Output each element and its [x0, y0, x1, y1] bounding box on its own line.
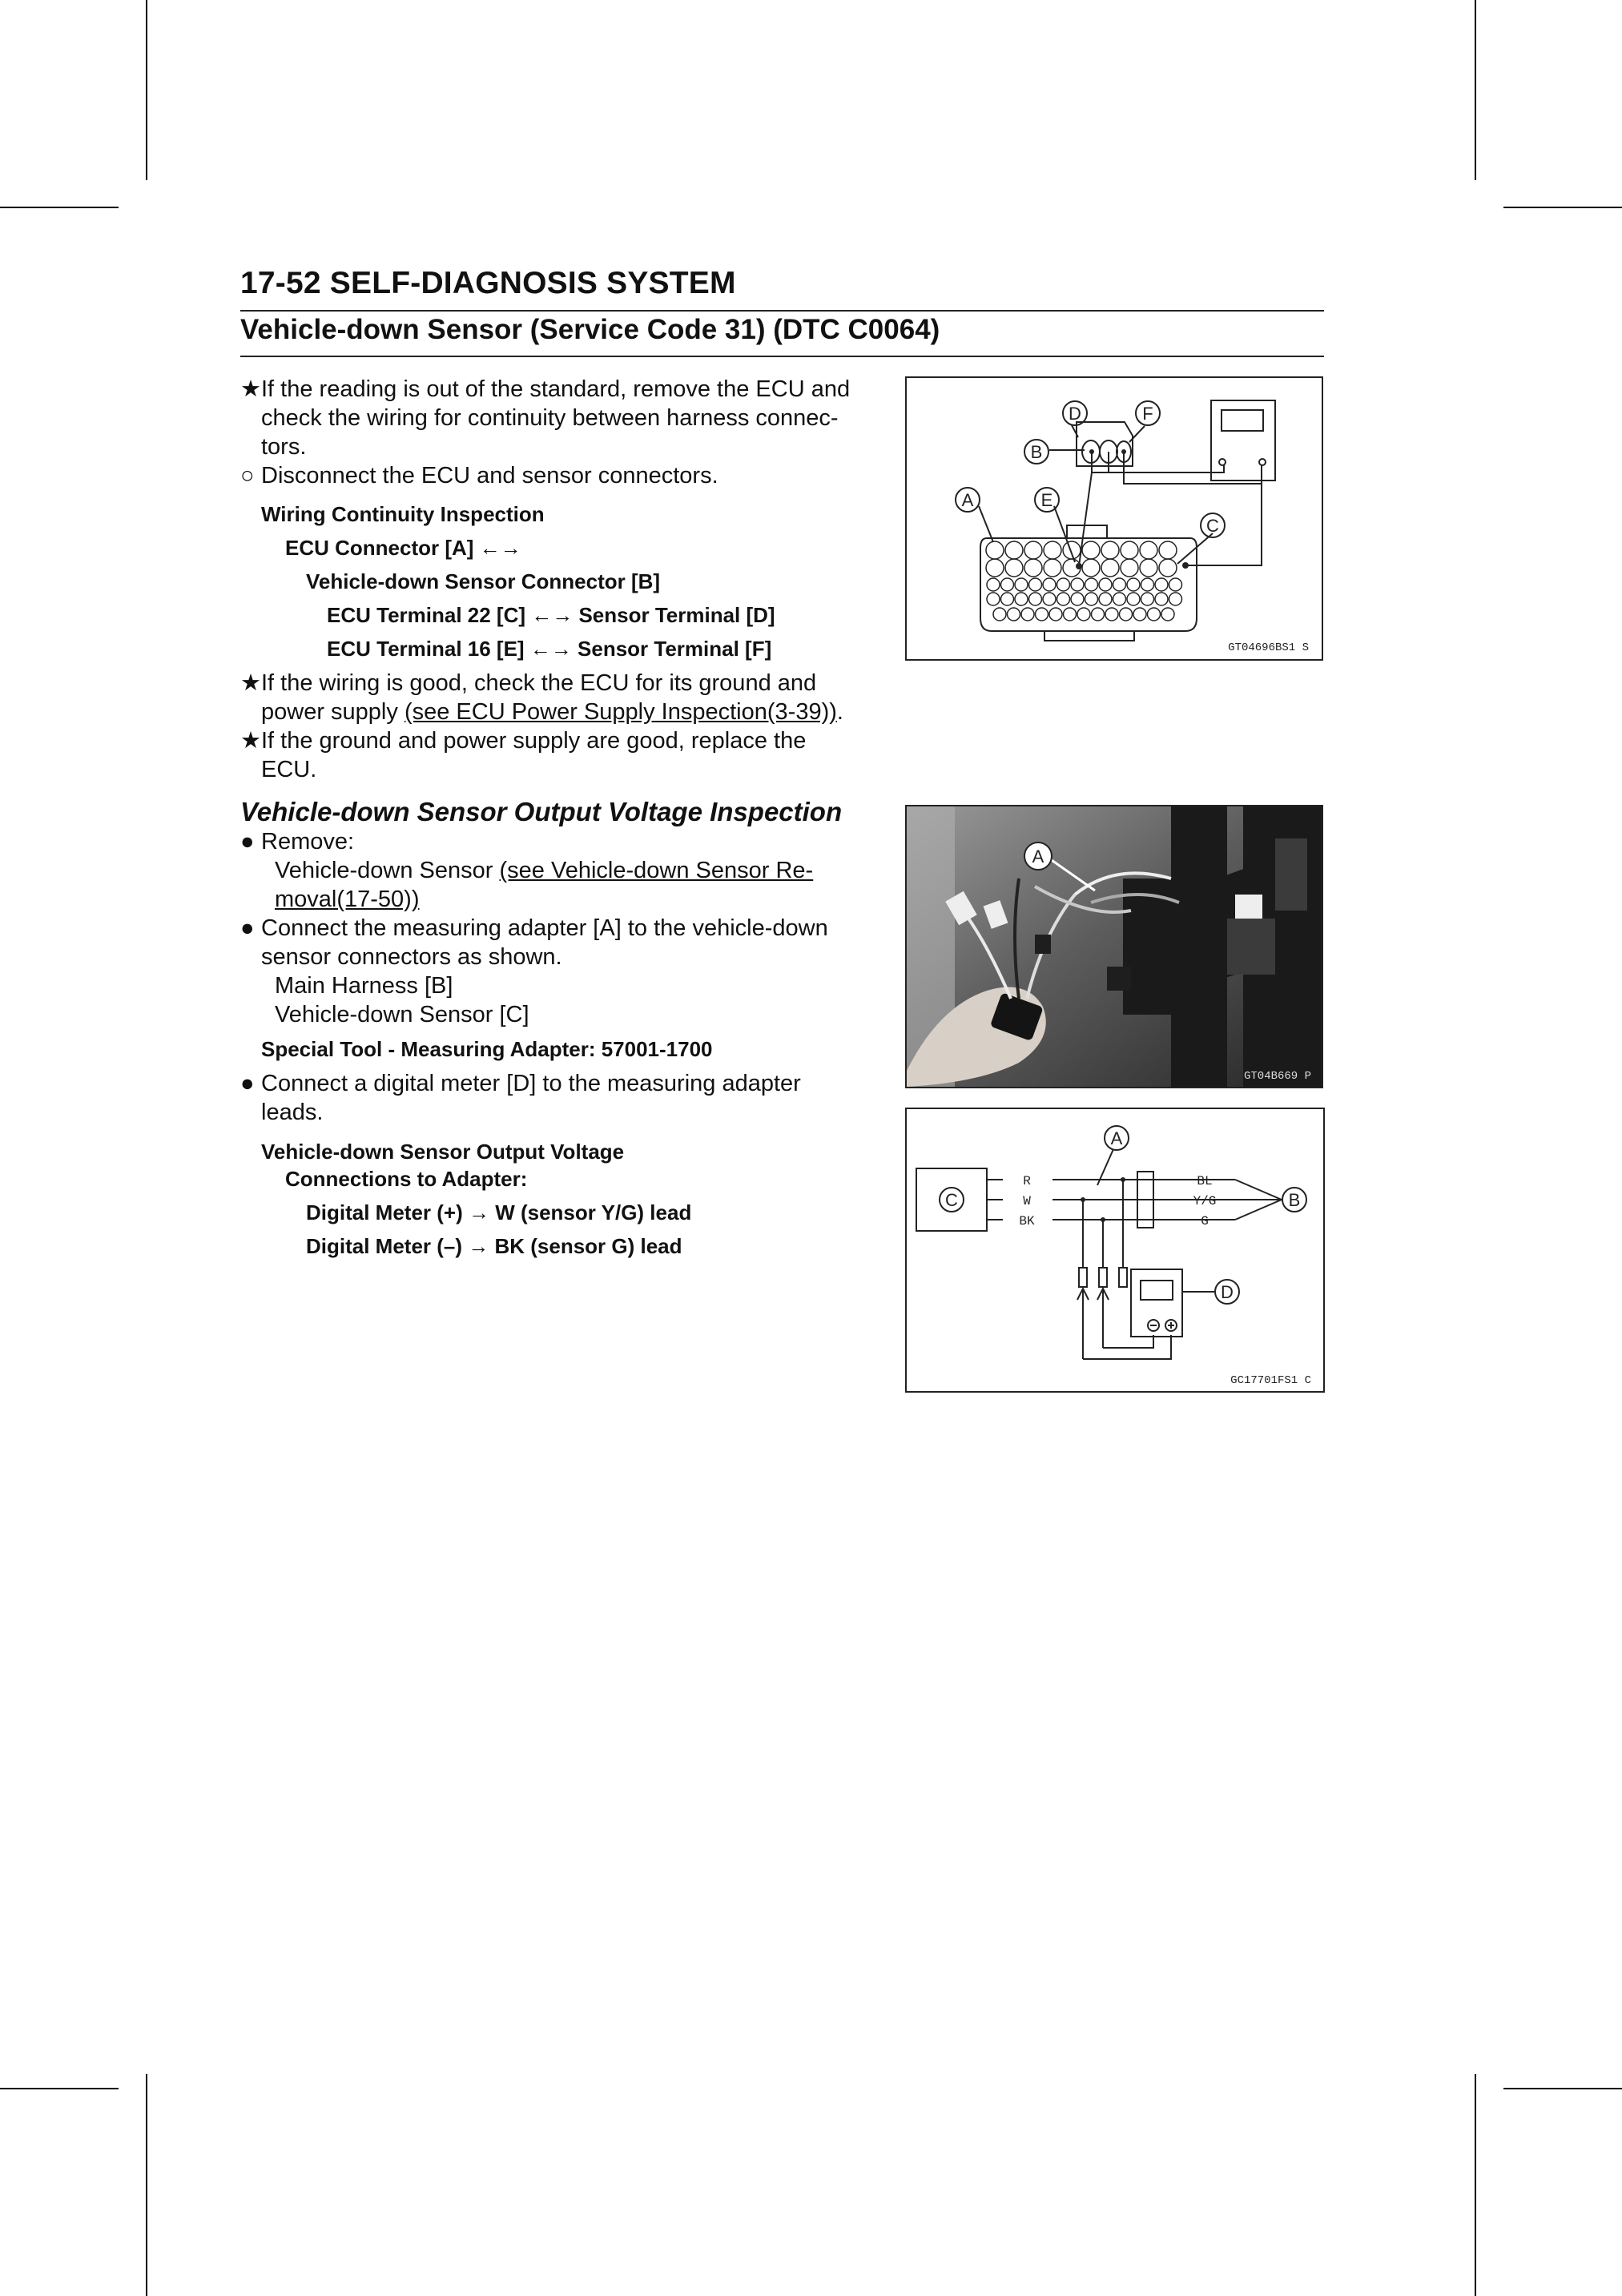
label-f: F — [1142, 404, 1153, 424]
ecu-pin — [1155, 593, 1168, 605]
ecu-pin — [1077, 608, 1090, 621]
text-line: leads. — [261, 1100, 324, 1125]
ecu-pin — [1005, 559, 1023, 577]
ecu-pin — [1044, 559, 1061, 577]
ecu-pin — [1121, 559, 1138, 577]
figure-code: GT04B669 P — [1243, 1070, 1311, 1083]
text-line: If the wiring is good, check the ECU for its ground and — [261, 670, 817, 696]
wire-label: Y/G — [1193, 1194, 1217, 1208]
bullet-step — [240, 1069, 873, 1127]
adapter-wiring-figure — [905, 1108, 1325, 1393]
text-line — [275, 856, 873, 885]
ecu-pin — [1169, 578, 1182, 591]
text-line: ECU. — [261, 757, 317, 782]
ecu-pin — [1001, 593, 1014, 605]
spec-line: ECU Terminal 16 [E] ←→ Sensor Terminal [F] — [327, 637, 772, 661]
spec-title: Vehicle-down Sensor Output Voltage — [261, 1140, 625, 1164]
ecu-pin — [1101, 559, 1119, 577]
ecu-pin-grid — [986, 541, 1182, 621]
spec-line: ECU Connector [A] ←→ — [285, 536, 521, 560]
ecu-connector — [980, 538, 1197, 631]
label-d: D — [1221, 1282, 1234, 1302]
special-tool: Special Tool - Measuring Adapter: 57001-1700 — [261, 1037, 713, 1061]
ecu-pin — [1029, 593, 1042, 605]
wire-label: G — [1201, 1214, 1209, 1228]
instruction-circle — [240, 461, 873, 490]
spec-line: ECU Terminal 22 [C] ←→ Sensor Terminal [D] — [327, 603, 775, 627]
ecu-pin — [1161, 608, 1174, 621]
ecu-pin — [1029, 578, 1042, 591]
ecu-pin — [1148, 608, 1161, 621]
crop-mark — [0, 2088, 119, 2089]
ecu-pin — [1057, 593, 1070, 605]
wire-label: R — [1023, 1174, 1031, 1188]
text-line: sensor connectors as shown. — [261, 944, 562, 970]
ecu-pin — [1021, 608, 1034, 621]
ecu-pin — [1015, 578, 1028, 591]
bullet-marker: ● — [240, 1071, 255, 1096]
ecu-pin — [1105, 608, 1118, 621]
spec-line: Connections to Adapter: — [285, 1167, 528, 1191]
ecu-pin — [986, 541, 1004, 559]
ecu-pin — [1127, 593, 1140, 605]
text-line: Remove: — [261, 829, 355, 854]
spec-line: Digital Meter (+) → W (sensor Y/G) lead — [306, 1200, 692, 1224]
remove-item — [240, 856, 873, 914]
ecu-pin — [1099, 578, 1112, 591]
instruction-star — [240, 726, 873, 784]
ecu-pin — [1133, 608, 1146, 621]
text-line: Connect a digital meter [D] to the measuring adapter — [261, 1071, 801, 1096]
bullet-marker: ● — [240, 915, 255, 941]
ecu-pin — [1071, 593, 1084, 605]
sensor-removal-link[interactable]: moval(17-50)) — [275, 887, 420, 912]
ecu-pin — [1159, 541, 1177, 559]
ecu-pin — [1043, 593, 1056, 605]
label-a: A — [961, 490, 974, 510]
ecu-pin — [1155, 578, 1168, 591]
output-voltage-spec — [240, 1135, 873, 1263]
ecu-pin — [1049, 608, 1062, 621]
spec-title: Wiring Continuity Inspection — [261, 502, 545, 526]
crop-mark — [1475, 0, 1476, 180]
wire-label: BK — [1019, 1214, 1035, 1228]
text-fragment: power supply — [261, 699, 404, 725]
list-item: Main Harness [B] — [275, 973, 453, 999]
header-rule — [240, 310, 1324, 312]
text-line: tors. — [261, 434, 307, 460]
ecu-pin — [1099, 593, 1112, 605]
ecu-pin — [1113, 593, 1126, 605]
instruction-star — [240, 375, 873, 461]
ecu-pin — [1024, 541, 1042, 559]
label-d: D — [1069, 404, 1081, 424]
ecu-pin — [1015, 593, 1028, 605]
ecu-pin — [1140, 541, 1157, 559]
ecu-pin — [1101, 541, 1119, 559]
star-marker: ★ — [240, 728, 261, 754]
ecu-pin — [1044, 541, 1061, 559]
ecu-pin — [1159, 559, 1177, 577]
crop-mark — [146, 0, 147, 180]
crop-mark — [1475, 2074, 1476, 2296]
label-b: B — [1030, 442, 1043, 462]
wire-label: BL — [1197, 1174, 1213, 1188]
bullet-step — [240, 827, 873, 856]
crop-mark — [1503, 207, 1622, 208]
text-line: Connect the measuring adapter [A] to the vehicle-down — [261, 915, 828, 941]
crop-mark — [1503, 2088, 1622, 2089]
ecu-pin — [1043, 578, 1056, 591]
digital-meter — [1131, 1269, 1182, 1337]
ecu-pin — [987, 593, 1000, 605]
label-a: A — [1032, 846, 1044, 867]
bullet-step — [240, 914, 873, 971]
circle-marker: ○ — [240, 463, 255, 489]
adapter-connection-photo — [905, 805, 1323, 1088]
component-list — [240, 971, 873, 1029]
wire-label: W — [1023, 1194, 1031, 1208]
text-line: check the wiring for continuity between harness connec- — [261, 405, 839, 431]
section-title: Vehicle-down Sensor (Service Code 31) (DTC C0064) — [240, 314, 940, 345]
ecu-pin — [1141, 593, 1154, 605]
bullet-marker: ● — [240, 829, 255, 854]
ecu-pin — [1063, 541, 1081, 559]
instruction-star — [240, 669, 873, 726]
ecu-pin — [1071, 578, 1084, 591]
label-c: C — [1206, 516, 1219, 536]
star-marker: ★ — [240, 670, 261, 696]
spec-line: Digital Meter (–) → BK (sensor G) lead — [306, 1234, 682, 1258]
ecu-pin — [1085, 593, 1098, 605]
ecu-pin — [1024, 559, 1042, 577]
list-item: Vehicle-down Sensor [C] — [275, 1002, 529, 1027]
figure-code: GC17701FS1 C — [1230, 1374, 1311, 1387]
text-line: If the reading is out of the standard, remove the ECU and — [261, 376, 851, 402]
ecu-power-supply-link[interactable]: (see ECU Power Supply Inspection(3-39)) — [404, 699, 837, 725]
ecu-pin — [1005, 541, 1023, 559]
crop-mark — [0, 207, 119, 208]
ecu-pin — [1082, 559, 1100, 577]
label-a: A — [1110, 1128, 1123, 1148]
ecu-pin — [1121, 541, 1138, 559]
ecu-pin — [1085, 578, 1098, 591]
spec-line: Vehicle-down Sensor Connector [B] — [306, 569, 661, 593]
page-header: 17-52 SELF-DIAGNOSIS SYSTEM — [240, 266, 736, 300]
crop-mark — [146, 2074, 147, 2296]
ecu-pin — [1082, 541, 1100, 559]
subsection-title: Vehicle-down Sensor Output Voltage Inspection — [240, 797, 843, 826]
ecu-pin — [1008, 608, 1020, 621]
star-marker: ★ — [240, 376, 261, 402]
ecu-pin — [1120, 608, 1133, 621]
ecu-pin — [993, 608, 1006, 621]
ecu-pin — [1141, 578, 1154, 591]
ecu-pin — [1127, 578, 1140, 591]
text-line: If the ground and power supply are good, replace the — [261, 728, 807, 754]
ecu-pin — [1057, 578, 1070, 591]
text-line: Disconnect the ECU and sensor connectors. — [261, 463, 718, 489]
text-line — [261, 698, 873, 726]
text-fragment: . — [836, 699, 843, 725]
ecu-pin — [1092, 608, 1105, 621]
wiring-continuity-figure — [905, 376, 1323, 661]
ecu-pin — [1001, 578, 1014, 591]
ecu-pin — [1064, 608, 1077, 621]
text-column — [240, 375, 873, 1263]
wiring-continuity-spec — [240, 497, 873, 665]
ecu-pin — [1140, 559, 1157, 577]
ecu-pin — [1169, 593, 1182, 605]
label-e: E — [1040, 490, 1053, 510]
ecu-pin — [1113, 578, 1126, 591]
figure-code: GT04696BS1 S — [1228, 641, 1309, 654]
meter-display — [1222, 410, 1263, 431]
text-fragment: Vehicle-down Sensor — [275, 858, 500, 883]
ecu-pin — [1036, 608, 1048, 621]
ecu-pin — [987, 578, 1000, 591]
label-c: C — [945, 1190, 958, 1210]
ecu-pin — [986, 559, 1004, 577]
sensor-removal-link[interactable]: (see Vehicle-down Sensor Re- — [499, 858, 814, 883]
section-rule — [240, 356, 1324, 357]
label-b: B — [1288, 1190, 1301, 1210]
